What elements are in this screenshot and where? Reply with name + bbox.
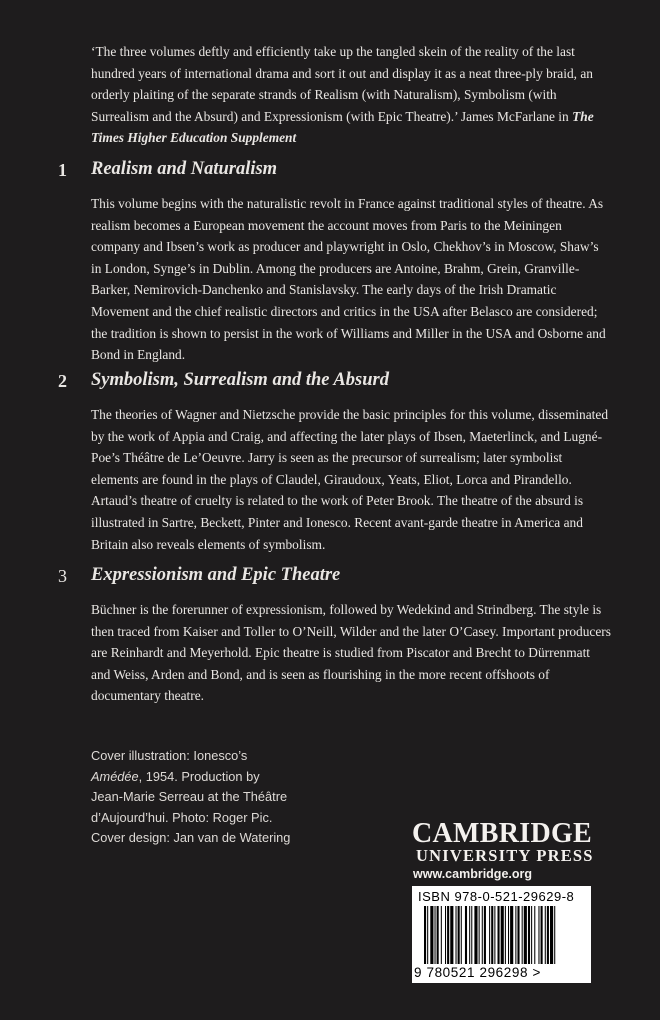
barcode-bars [416,906,587,964]
volume-1-description: This volume begins with the naturalistic revolt in France against traditional styles of theatre. As realism becomes a European movement the account moves from Paris to the Meiningen company and Ibsen’s work as producer and playwright in Oslo, Chekhov’s in Moscow, Shaw’s in London, Synge’s in Dublin. Among the producers are Antoine, Brahm, Grein, Granville-Barker, Nemirovich-Danchenko and Stanislavsky. The early days of the Irish Dramatic Movement and the chief realistic directors and critics in the USA after Belasco are considered; the tradition is shown to persist in the work of Williams and Miller in the USA and Osborne and Bond in England. [91,196,606,363]
publisher-website: www.cambridge.org [413,867,533,881]
quote-source: The Times Higher Education Supplement [91,108,594,146]
volume-2-title: Symbolism, Surrealism and the Absurd [91,370,389,390]
volume-3-description: Büchner is the forerunner of expressionism, followed by Wedekind and Strindberg. The style is then traced from Kaiser and Toller to O’Neill, Wilder and the later O’Casey. Important producers are Reinhardt and Meyerhold. Epic theatre is studied from Piscator and Brecht to Dürrenmatt and Weiss, Arden and Bond, and is seen as flourishing in the more recent offshoots of documentary theatre. [91,602,611,704]
barcode-digits: 9 780521 296298 > [414,965,541,980]
isbn-barcode [412,886,591,983]
volume-2-number: 2 [58,371,67,391]
volume-3-title: Expressionism and Epic Theatre [91,565,341,585]
isbn-label: ISBN 978-0-521-29629-8 [418,889,575,904]
volume-1-title: Realism and Naturalism [91,159,278,179]
review-quote [91,41,611,149]
publisher-logo: CAMBRIDGE [412,818,593,849]
volume-2-description: The theories of Wagner and Nietzsche provide the basic principles for this volume, disseminated by the work of Appia and Craig, and affecting the later plays of Ibsen, Maeterlinck, and Lugné-Poe’s Théâtre de Le’Oeuvre. Jarry is seen as the precursor of surrealism; later symbolist elements are found in the plays of Claudel, Giraudoux, Yeats, Eliot, Lorca and Pirandello. Artaud’s theatre of cruelty is related to the work of Peter Brook. The theatre of the absurd is illustrated in Sartre, Beckett, Pinter and Ionesco. Recent avant-garde theatre in America and Britain also reveals elements of symbolism. [91,407,609,552]
cover-credits [91,746,291,849]
publisher-logo-subtitle: UNIVERSITY PRESS [416,846,594,865]
volume-1-number: 1 [58,160,67,180]
credits-prefix: Cover illustration: Ionesco’s [91,748,248,763]
quote-text: ‘The three volumes deftly and efficiently take up the tangled skein of the reality of the last hundred years of international drama and sort it out and display it as a neat three-ply braid, an orderly plaiting of the separate strands of Realism (with Naturalism), Symbolism (with Surrealism and the Absurd) and Expressionism (with Epic Theatre).’ James McFarlane in [91,44,593,124]
credits-rest: , 1954. Production by Jean-Marie Serreau at the Théâtre d’Aujourd’hui. Photo: Roger Pic. Cover design: Jan van de Watering [91,768,291,845]
volume-3-number: 3 [58,566,67,586]
credits-work: Amédée [91,768,139,784]
